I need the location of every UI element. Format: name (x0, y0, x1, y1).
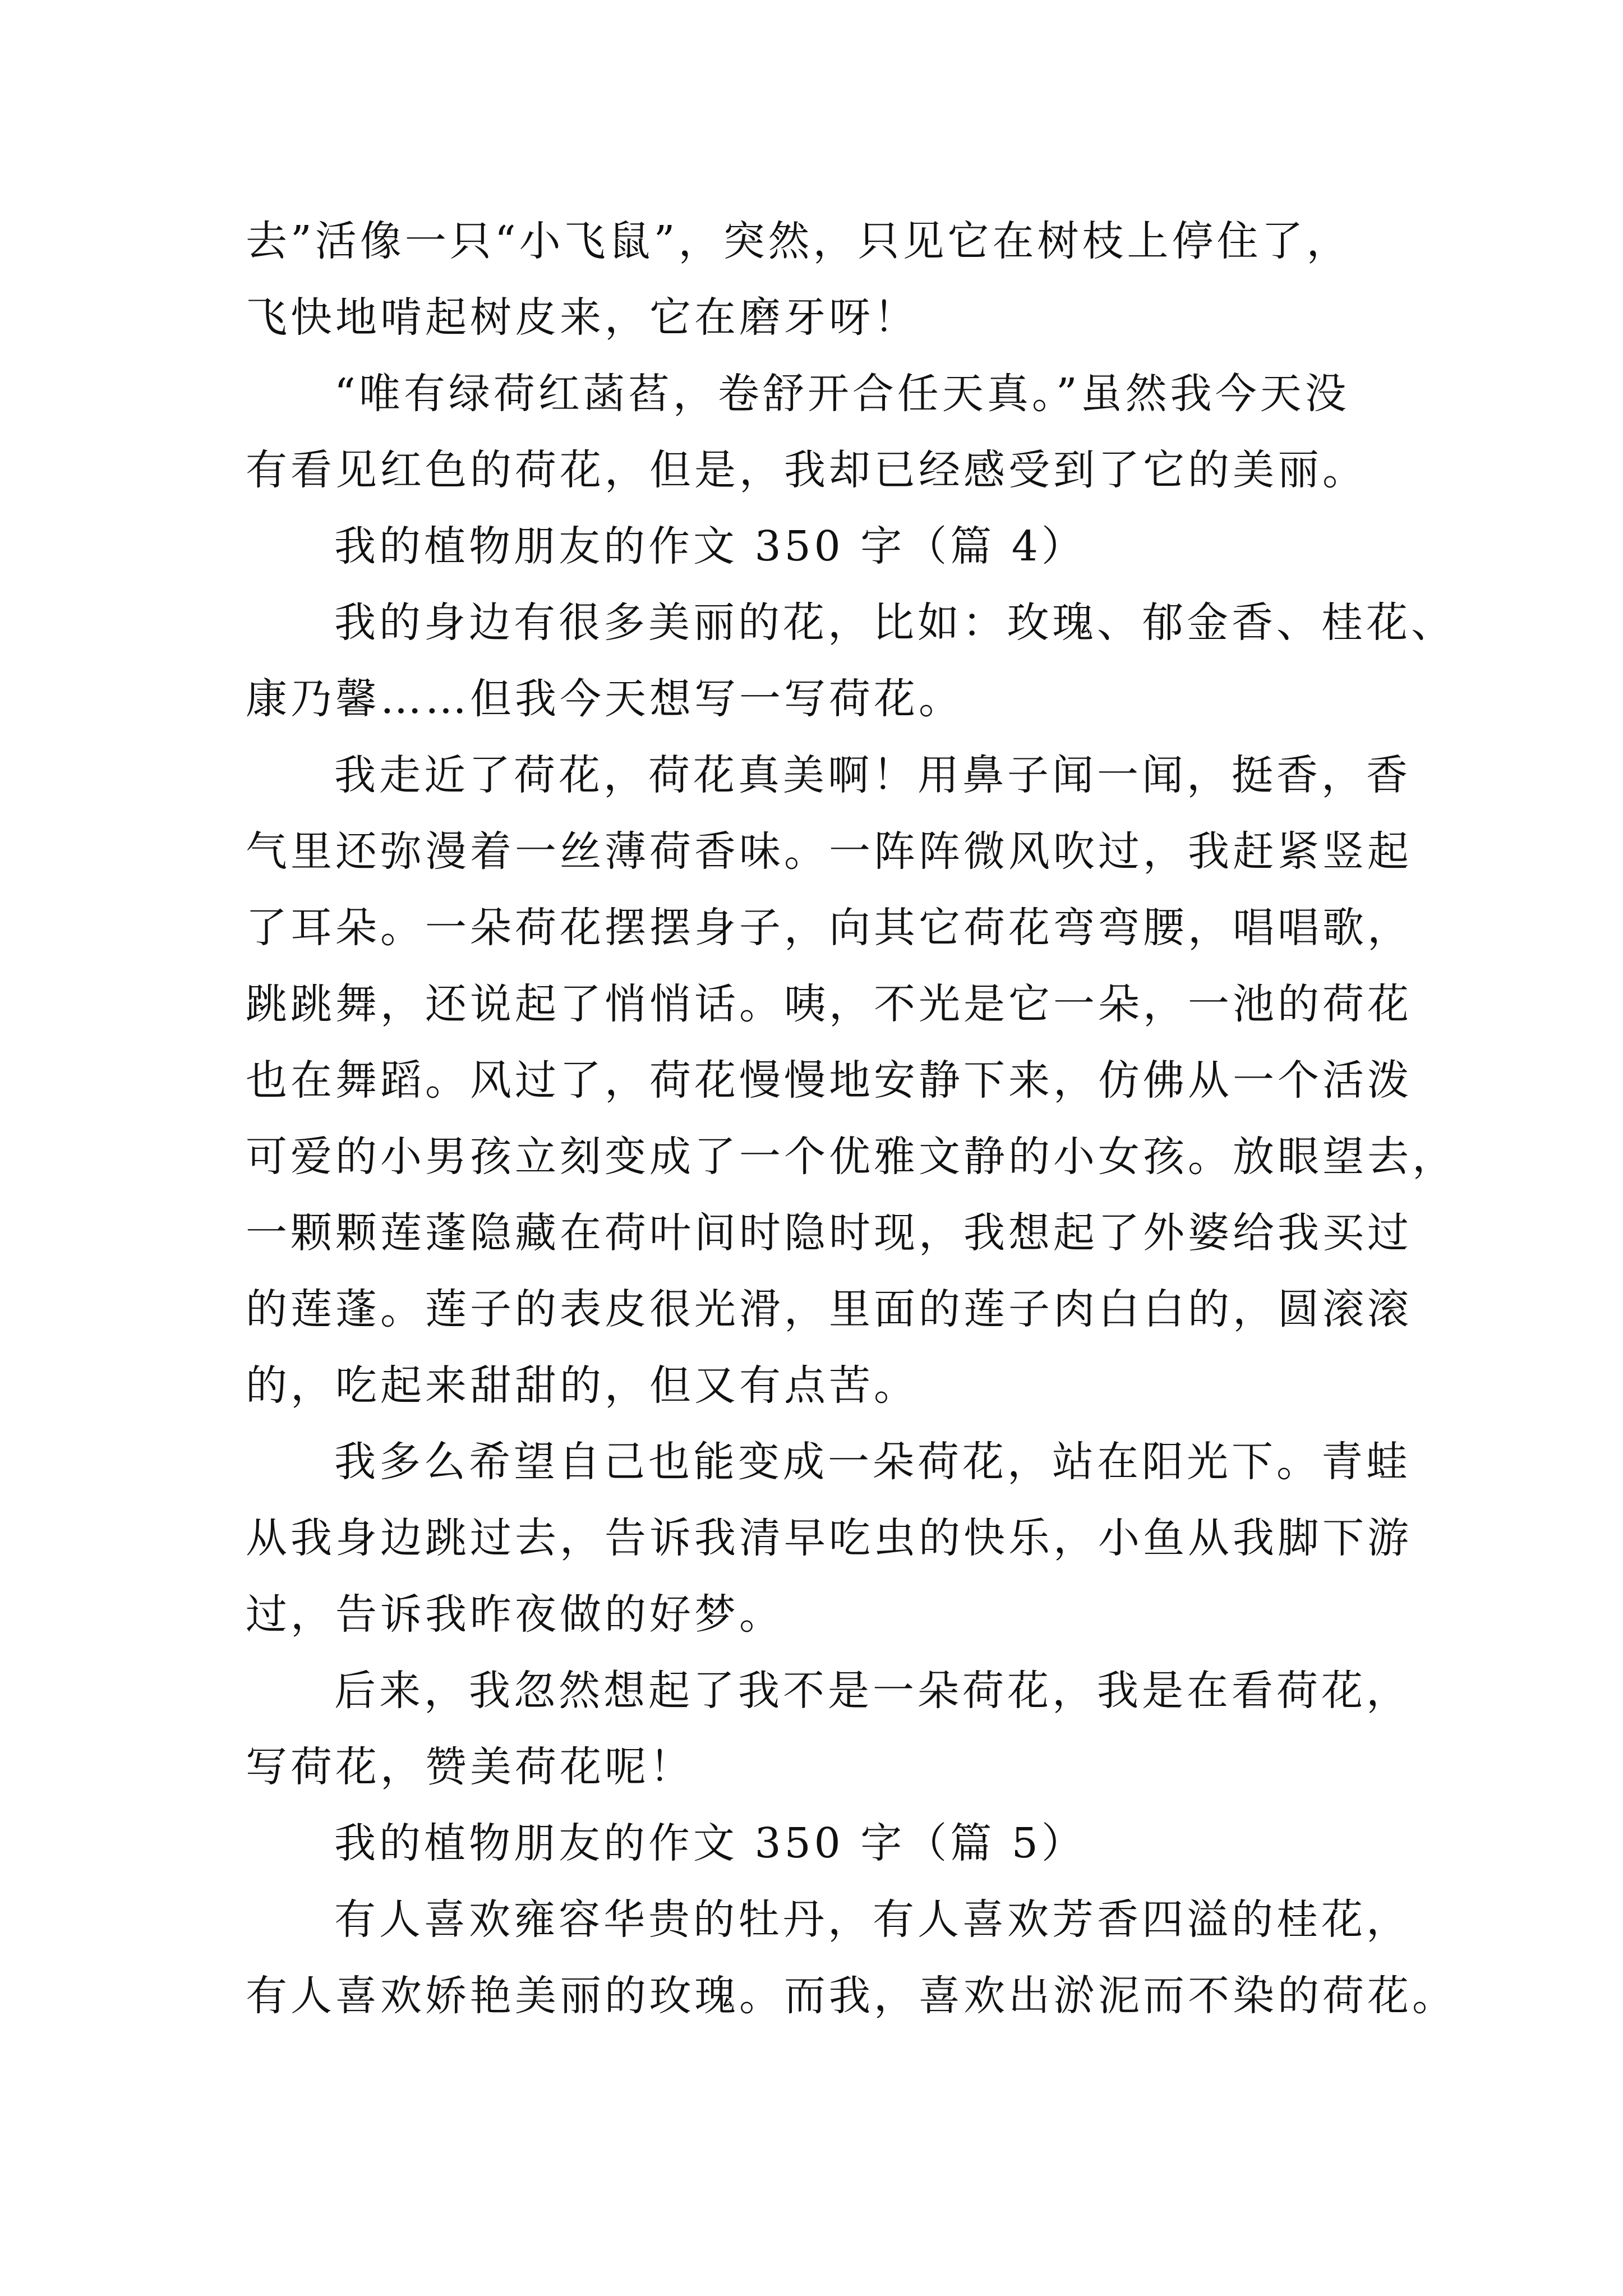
text-line: 也在舞蹈。风过了，荷花慢慢地安静下来，仿佛从一个活泼 (246, 1056, 1412, 1105)
document-page (246, 203, 1457, 2034)
section-heading: 我的植物朋友的作文 350 字（篇 4） (334, 522, 1086, 570)
text-line: 有看见红色的荷花，但是，我却已经感受到了它的美丽。 (246, 446, 1367, 494)
paragraph-start-line: 有人喜欢雍容华贵的牡丹，有人喜欢芳香四溢的桂花， (334, 1895, 1411, 1944)
text-line: 过，告诉我昨夜做的好梦。 (246, 1590, 784, 1639)
paragraph-start-line: 后来，我忽然想起了我不是一朵荷花，我是在看荷花， (334, 1667, 1411, 1715)
text-line: 从我身边跳过去，告诉我清早吃虫的快乐，小鱼从我脚下游 (246, 1514, 1412, 1562)
text-line: 去”活像一只“小飞鼠”，突然，只见它在树枝上停住了， (246, 217, 1352, 265)
text-line: 飞快地啃起树皮来，它在磨牙呀！ (246, 293, 919, 342)
section-heading: 我的植物朋友的作文 350 字（篇 5） (334, 1819, 1086, 1867)
text-line: 写荷花，赞美荷花呢！ (246, 1743, 694, 1791)
text-line: 了耳朵。一朵荷花摆摆身子，向其它荷花弯弯腰，唱唱歌， (246, 904, 1412, 952)
text-line: 康乃馨……但我今天想写一写荷花。 (246, 675, 963, 723)
text-line: 有人喜欢娇艳美丽的玫瑰。而我，喜欢出淤泥而不染的荷花。 (246, 1972, 1457, 2020)
paragraph-start-line: 我走近了荷花，荷花真美啊！用鼻子闻一闻，挺香，香 (334, 751, 1411, 799)
text-line: 气里还弥漫着一丝薄荷香味。一阵阵微风吹过，我赶紧竖起 (246, 827, 1412, 876)
text-line: 的莲蓬。莲子的表皮很光滑，里面的莲子肉白白的，圆滚滚 (246, 1285, 1412, 1333)
paragraph-start-line: 我多么希望自己也能变成一朵荷花，站在阳光下。青蛙 (334, 1438, 1411, 1486)
paragraph-start-line: 我的身边有很多美丽的花，比如：玫瑰、郁金香、桂花、 (334, 599, 1456, 647)
paragraph-start-line: “唯有绿荷红菡萏，卷舒开合任天真。”虽然我今天没 (334, 370, 1350, 418)
text-line: 跳跳舞，还说起了悄悄话。咦，不光是它一朵，一池的荷花 (246, 980, 1412, 1028)
text-line: 可爱的小男孩立刻变成了一个优雅文静的小女孩。放眼望去， (246, 1133, 1457, 1181)
text-line: 的，吃起来甜甜的，但又有点苦。 (246, 1361, 919, 1410)
text-line: 一颗颗莲蓬隐藏在荷叶间时隐时现，我想起了外婆给我买过 (246, 1209, 1412, 1257)
